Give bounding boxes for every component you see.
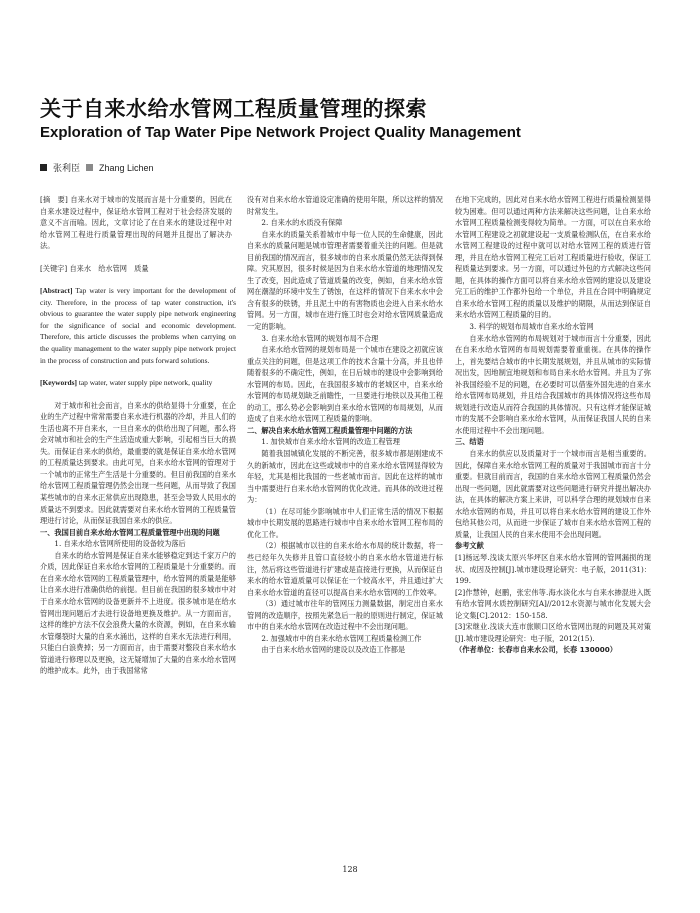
keywords-en xyxy=(40,377,236,389)
abstract-label-en: [Abstract] xyxy=(40,286,73,296)
abstract-text-en: Tap water is very important for the development of city. Therefore, in the process of tap water construction, it's obvious to guarantee the water supply pipe network engineering for the significance of social and economic development. Therefore, this article discusses the problems when carrying on the quality management to the water supply pipe network project in the process of construction and puts forward solutions. xyxy=(40,286,236,365)
section-heading: 一、我国目前自来水给水管网工程质量管理中出现的问题 xyxy=(40,527,220,537)
author-name-zh: 张利臣 xyxy=(53,164,81,174)
keywords-text-en: tap water, water supply pipe network, quality xyxy=(78,378,213,388)
column-2 xyxy=(247,194,443,656)
paragraph: 自来水的给水管网是保证自来水能够稳定到达千家万户的介质，因此保证自来水给水管网的工程质量是十分重要的。而在自来水给水管网的工程质量管理中，给水管网的质量是能够让自来水进行准确供给的前提。但目前在我国的很多城市中对于自来水给水管网的设备更新并不上进度。很多城市是在给水管网出现问题后才去进行设备地更换及维护。从一方面而言，这样的维护方法不仅会浪费大量的水资源，例如，在自来水输水管爆裂时大量的自来水涌出，这样的自来水无法进行利用，只能白白浪费掉；另一方面而言，由于需要对整段自来水给水管道进行修理以及更换，这无疑增加了大量的自来水给水管网的维护成本。此外，由于我国常常 xyxy=(40,550,236,676)
paragraph: 自来水的质量关系着城市中每一位人民的生命健康，因此自来水的质量问题是城市管理者需要着重关注的问题。但是就目前我国的情况而言，很多城市的自来水质量仍然无法得到保障。究其原因，很多时候是因为自来水给水管道的地理情况发生了改变，因此造成了管道质量的改变，例如，自来水给水管网在潮湿的环境中发生了锈蚀，在这样的情况下自来水水中会含有很多的铁锈，并且泥土中的有害物质也会进入自来水给水管网。另一方面，城市在进行施工时也会对给水管网质量造成一定的影响。 xyxy=(247,229,443,332)
subsection-heading: 2. 自来水的水质没有保障 xyxy=(261,218,343,228)
reference-item: [3]宋继业.浅谈大连市旅顺口区给水管网出现的问题及其对策[J].城市建设理论研究：电子版，2012(15). xyxy=(455,622,651,643)
column-1 xyxy=(40,194,236,677)
author-line xyxy=(40,161,154,174)
subsection-heading: 1. 加快城市自来水给水管网的改造工程管理 xyxy=(261,437,400,447)
section-heading: 三、结语 xyxy=(455,437,484,447)
paragraph: （1）在尽可能少影响城市中人们正常生活的情况下根据城市中长期发展的思路进行城市中自来水给水管网工程布局的优化工作。 xyxy=(247,506,443,539)
page-number: 128 xyxy=(342,865,358,874)
paragraph: 在地下完成的，因此对自来水给水管网工程进行质量检测显得较为困难。但可以通过两种方法来解决这些问题，让自来水给水管网工程质量检测变得较为简单。一方面，可以在自来水给水管网工程建设之初就建设起一支质量检测队伍，在自来水给水管网工程建设的过程中就可以对给水管网工程的质进行管理，并且在给水管网工程完工后对工程质量进行验收，保证工程质量达到要求。另一方面，可以通过外包的方式解决这些问题，在具体的操作方面可以将自来水给水管网的建设以及建设完工后的维护工作都外包给一个单位，并且在合同中明确规定自来水给水管网工程的质量以及维护的期限，从而达到保证自来水给水管网工程质量的目的。 xyxy=(455,195,651,320)
article-title-en: Exploration of Tap Water Pipe Network Project Quality Management xyxy=(40,124,521,141)
paragraph: 由于自来水给水管网的建设以及改造工作都是 xyxy=(261,645,406,655)
paragraph: 随着我国城镇化发展的不断完善，很多城市都是刚建成不久的新城市，因此在这些或城市中的自来水给水管网显得较为年轻，尤其是相比我国的一些老城市而言。因此在这样的城市当中需要进行自来水给水管网的优化改进。而具体的改进过程为： xyxy=(247,449,443,505)
keywords-zh xyxy=(40,263,236,275)
keywords-label-en: [Keywords] xyxy=(40,378,77,388)
square-bullet-icon xyxy=(86,164,93,171)
reference-item: [1]杨远琴.浅谈太原兴华坪区自来水给水管网的管网漏损的现状、成因及控制[J].城市建设理论研究：电子版，2011(31)：199. xyxy=(455,552,651,586)
keywords-text-zh: 自来水 给水管网 质量 xyxy=(69,263,149,273)
paragraph: 自来水给水管网的规划布局是一个城市在建设之初就应该重点关注的问题，但是这项工作的技术含量十分高，并且也伴随着很多的不确定性，例如，在日后城市的建设中会影响到给水管网的布局。因此，在我国很多城市的老城区中，自来水给水管网的布局规划缺乏前瞻性，一旦要进行地铁以及其他工程的动工，那么势必会影响到自来水给水管网的布局规划，从而造成了自来水给水管网工程质量的影响。 xyxy=(247,345,443,424)
keywords-label-zh: [关键字] xyxy=(40,263,68,273)
abstract-label-zh: [摘 要] xyxy=(40,195,68,204)
subsection-heading: 3. 科学的规划布局城市自来水给水管网 xyxy=(469,322,594,332)
paragraph: 自来水给水管网的布局规划对于城市而言十分重要，因此在自来水给水管网的布局规划需要着重重视。在具体的操作上，首先要结合城市的中长期发展规划，并且从城市的实际情况出发，因地制宜地规划和布局自来水给水管网。并且为了弥补我国经验不足的问题，在必要时可以借鉴外国先进的自来水给水管网布局规划，并且结合我国城市的具体情况将这些布局规划进行改造从而符合我国的具体情况。只有这样才能保证城市的发展不会影响自来水给水管网，从而保证我国人民的自来水使用过程中不会出现问题。 xyxy=(455,333,651,435)
subsection-heading: 2. 加强城市中的自来水给水管网工程质量检测工作 xyxy=(261,633,422,643)
paragraph: （2）根据城市以往的自来水给水布局的统计数据，将一些已经年久失修并且管口直径较小的自来水给水管道进行标注，然后将这些管道进行扩建或是直接进行更换，从而保证自来水的给水管道质量可以保证在一个较高水平，并且通过扩大自来水给水管道的直径可以提高自来水给水管网的工作效率。 xyxy=(247,541,443,597)
references-heading: 参考文献 xyxy=(455,541,484,551)
abstract-zh xyxy=(40,194,236,252)
section-heading: 二、解决自来水给水管网工程质量管理中问题的方法 xyxy=(247,425,413,435)
article-title-zh: 关于自来水给水管网工程质量管理的探索 xyxy=(40,97,427,121)
square-bullet-icon xyxy=(40,164,47,171)
abstract-en xyxy=(40,285,236,366)
reference-item: [2]作慧钟，赵鹏，张宏伟等.海水淡化水与自来水掺混进入既有给水管网水质控制研究[A]//2012水资源与城市化发展大会论文集[C].2012：150-158. xyxy=(455,587,651,620)
paragraph: 对于城市和社会而言，自来水的供给显得十分重要，在企业的生产过程中常常需要自来水进行机器的冷却，并且人们的生活也离不开自来水，一旦自来水的供给出现了问题，那么将会对城市和社会的生产生活造成重大影响，引起相当巨大的损失。而保证自来水的供给，最重要的就是保证自来水给水管网的工程质量达到要求。由此可见，自来水给水管网的管理对于一个城市的正常生产生活是十分重要的。但目前我国的自来水给水管网工程质量管理仍然会出现一些问题，从而导致了我国某些城市的自来水正常供应出现隐患，甚至会导致人民用水的质量达不到要求。因此就需要对自来水给水管网的工程质量管理进行讨论，从而保证我国自来水的供应。 xyxy=(40,400,236,526)
author-name-en: Zhang Lichen xyxy=(99,162,154,173)
paragraph: （3）通过城市往年的管网压力测量数据，制定出自来水管网的改造顺序，按照先紧急后一般的原则进行制定，保证城市中的自来水给水管网在改造过程中不会出现问题。 xyxy=(247,599,443,632)
subsection-heading: 1. 自来水给水管网所使用的设备较为落后 xyxy=(54,539,186,549)
column-3 xyxy=(455,194,651,656)
paragraph: 自来水的供应以及质量对于一个城市而言是相当重要的。因此，保障自来水给水管网工程的质量对于我国城市而言十分重要。但就目前而言，我国的自来水给水管网工程质量仍然会出现一些问题，因此就需要对这些问题进行研究并提出解决办法，在具体的解决方案上来讲，可以科学合理的规划城市自来水给水管网的布局，并且可以将自来水给水管网的建设工作外包给其他公司，从而进一步保证了城市自来水给水管网工程的质量，让我国人民的自来水使用不会出现问题。 xyxy=(455,449,651,539)
subsection-heading: 3. 自来水给水管网的规划布局不合理 xyxy=(261,333,379,343)
abstract-text-zh: 自来水对于城市的发展而言是十分重要的，因此在自来水建设过程中，保证给水管网工程对于社会经济发展的意义不言而喻。因此，文章讨论了在自来水的建设过程中对给水管网工程进行质量管理出现的问题并且提出了解决办法。 xyxy=(40,195,233,251)
author-affiliation: （作者单位：长春市自来水公司，长春 130000） xyxy=(455,645,617,655)
paragraph: 没有对自来水给水管道设定准确的使用年限，所以这样的情况时常发生。 xyxy=(247,195,443,216)
